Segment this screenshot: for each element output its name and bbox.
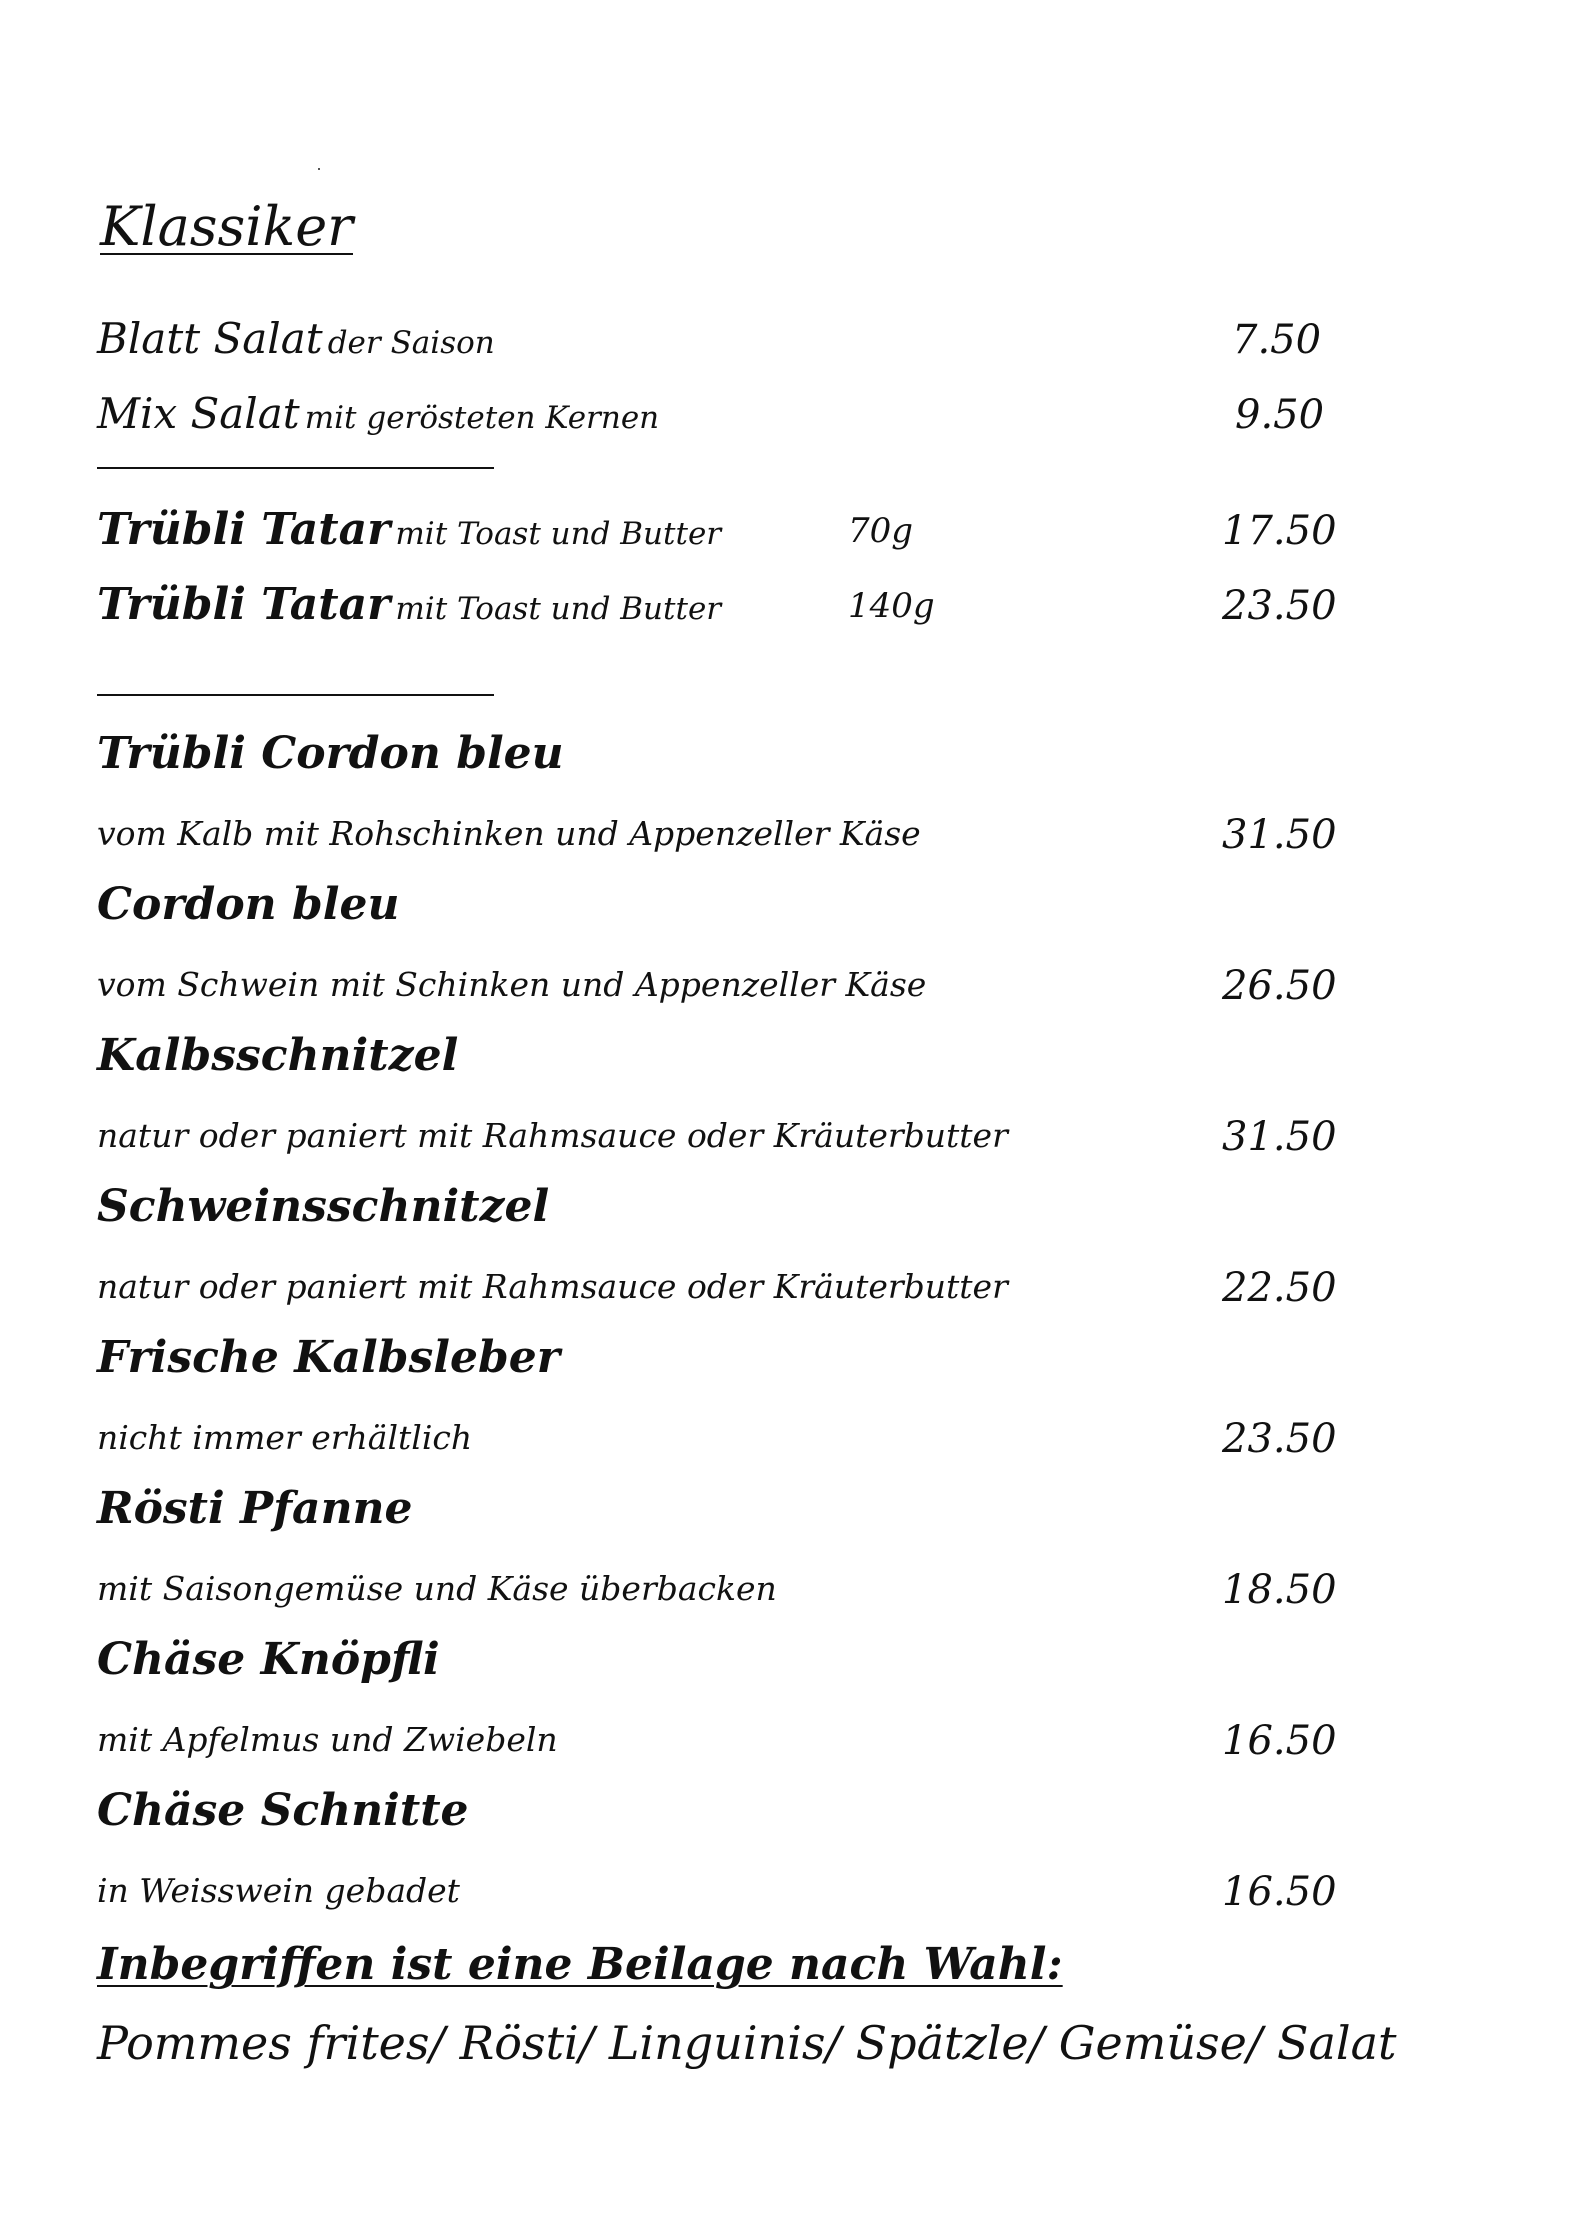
dish-name: Cordon bleu — [97, 879, 400, 930]
dish-description: mit Saisongemüse und Käse überbacken — [97, 1569, 777, 1608]
dish-description: in Weisswein gebadet — [97, 1871, 460, 1910]
item-description: mit gerösteten Kernen — [304, 400, 660, 436]
dish-description: natur oder paniert mit Rahmsauce oder Kräuterbutter — [97, 1116, 1008, 1155]
item-price: 9.50 — [1235, 392, 1325, 438]
side-dish-list: Pommes frites/ Rösti/ Linguinis/ Spätzle/ Gemüse/ Salat — [97, 2016, 1397, 2070]
dish-description: vom Kalb mit Rohschinken und Appenzeller Käse — [97, 814, 921, 853]
dish-name: Trübli Cordon bleu — [97, 728, 564, 779]
dish-name: Kalbsschnitzel — [97, 1030, 459, 1081]
dish-description: mit Apfelmus und Zwiebeln — [97, 1720, 558, 1759]
item-name: Blatt Salat — [97, 314, 323, 363]
dish-price: 26.50 — [1222, 963, 1337, 1009]
item-price: 23.50 — [1222, 583, 1337, 629]
item-name: Trübli Tatar — [97, 504, 391, 555]
item-weight: 70g — [848, 511, 914, 551]
dish-price: 23.50 — [1222, 1416, 1337, 1462]
item-name: Mix Salat — [97, 389, 300, 438]
dish-name: Schweinsschnitzel — [97, 1181, 550, 1232]
dish-price: 22.50 — [1222, 1265, 1337, 1311]
menu-item-tatar — [97, 504, 722, 555]
page-title: Klassiker — [100, 195, 353, 258]
item-description: mit Toast und Butter — [395, 516, 722, 552]
dish-price: 18.50 — [1222, 1567, 1337, 1613]
menu-item-salad — [97, 314, 495, 363]
item-price: 17.50 — [1222, 508, 1337, 554]
item-name: Trübli Tatar — [97, 579, 391, 630]
dish-description: vom Schwein mit Schinken und Appenzeller Käse — [97, 965, 927, 1004]
dish-name: Chäse Schnitte — [97, 1785, 469, 1836]
dish-name: Rösti Pfanne — [97, 1483, 413, 1534]
item-description: der Saison — [327, 325, 495, 361]
dish-description: natur oder paniert mit Rahmsauce oder Kräuterbutter — [97, 1267, 1008, 1306]
scan-speck — [318, 168, 320, 170]
section-divider — [97, 694, 494, 696]
side-dish-heading: Inbegriffen ist eine Beilage nach Wahl: — [97, 1939, 1063, 1990]
menu-item-tatar — [97, 579, 722, 630]
dish-price: 31.50 — [1222, 1114, 1337, 1160]
dish-price: 31.50 — [1222, 812, 1337, 858]
dish-description: nicht immer erhältlich — [97, 1418, 473, 1457]
item-price: 7.50 — [1232, 317, 1322, 363]
dish-price: 16.50 — [1222, 1718, 1337, 1764]
menu-item-salad — [97, 389, 660, 438]
item-description: mit Toast und Butter — [395, 591, 722, 627]
dish-name: Chäse Knöpfli — [97, 1634, 440, 1685]
item-weight: 140g — [848, 586, 935, 626]
dish-name: Frische Kalbsleber — [97, 1332, 560, 1383]
dish-price: 16.50 — [1222, 1869, 1337, 1915]
section-divider — [97, 467, 494, 469]
